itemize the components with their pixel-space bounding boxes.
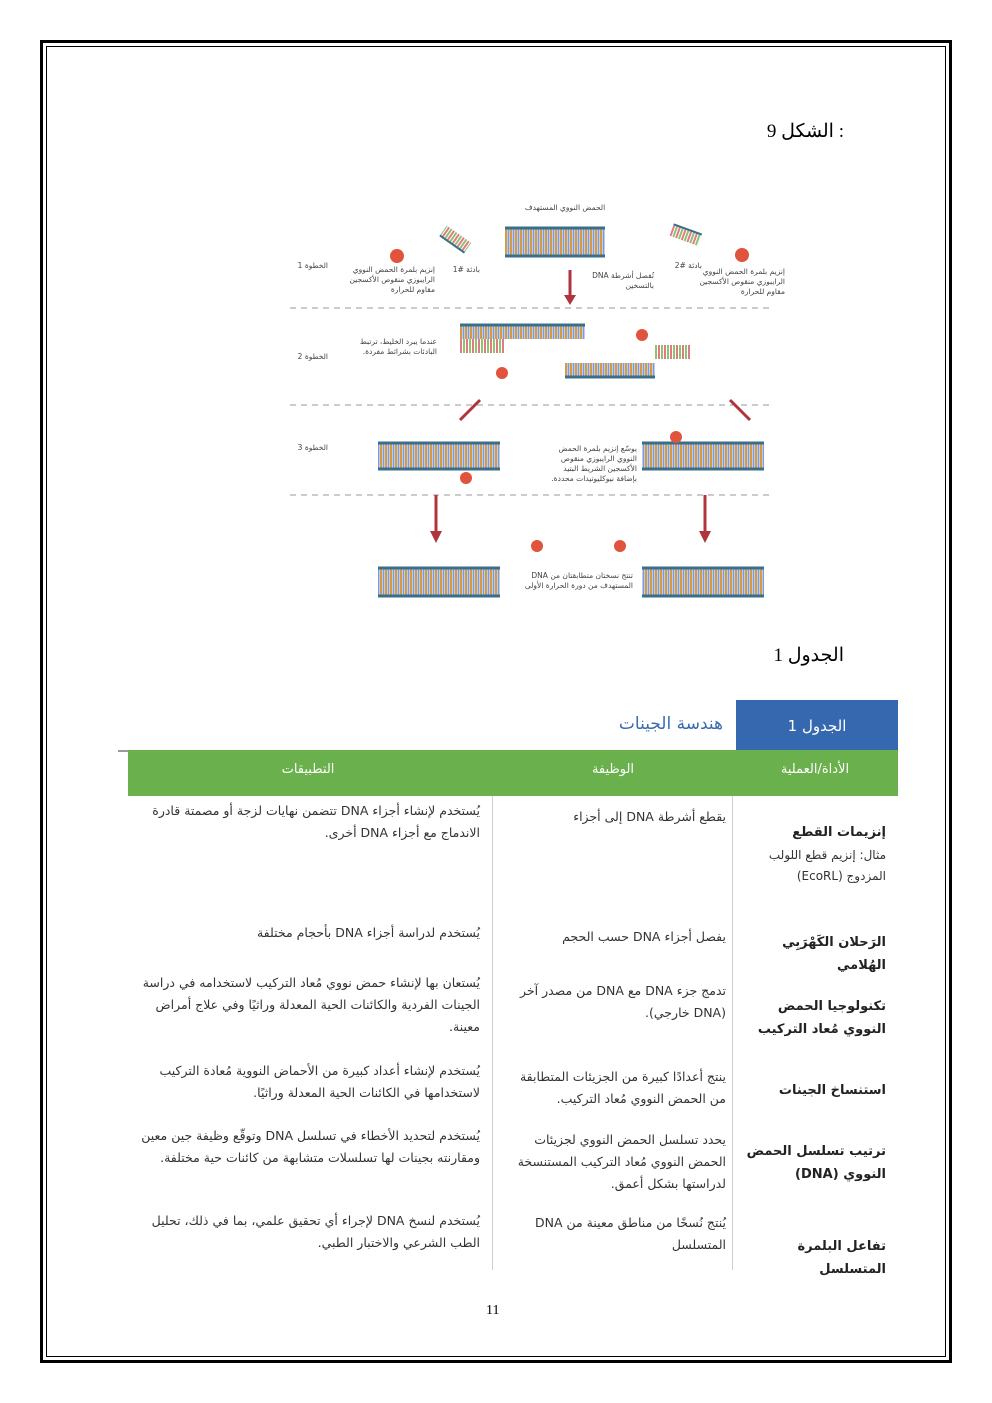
table-title: هندسة الجينات [618, 714, 723, 734]
primer-2-shape [670, 224, 702, 246]
step-2-label: الخطوة 2 [297, 352, 328, 361]
row-function: يحدد تسلسل الحمض النووي لجزيئات الحمض النووي مُعاد التركيب المستنسخة لدراستها بشكل أعمق. [517, 1132, 726, 1191]
table-row [128, 920, 898, 980]
table-row [128, 972, 898, 1052]
row-tool: تكنولوجيا الحمض النووي مُعاد التركيب [757, 999, 886, 1037]
gene-engineering-table [118, 700, 898, 1277]
separate-label: تُفصل أشرطة DNA بالتسخين [592, 271, 654, 291]
row-function: يُنتج نُسخًا من مناطق معينة من DNA المتسلسل [534, 1215, 726, 1252]
primer-1-shape [440, 226, 471, 253]
table-row [128, 1060, 898, 1120]
row-tool: استنساخ الجينات [778, 1083, 886, 1098]
row-function: تدمج جزء DNA مع DNA من مصدر آخر (DNA خارجي). [520, 983, 726, 1020]
row-function: ينتج أعدادًا كبيرة من الجزيئات المتطابقة من الحمض النووي مُعاد التركيب. [519, 1069, 726, 1106]
step-3-label: الخطوة 3 [297, 443, 328, 452]
table-heading: الجدول 1 [773, 645, 844, 666]
enzyme-left-label: إنزيم بلمرة الحمض النووي الرايبوزي منقوص الأكسجين مقاوم للحرارة [349, 265, 435, 295]
cooling-label: عندما يبرد الخليط، ترتبط البادئات بشرائط مفردة. [359, 337, 437, 357]
extend-label: يوسّع إنزيم بلمرة الحمض النووي الرايبوزي منقوص الأكسجين الشريط البتيد بإضافة نيوكليوتيدات محددة. [551, 444, 637, 484]
pcr-diagram [280, 195, 780, 605]
separated-strands-step2 [460, 325, 690, 377]
row-applications: يُستعان بها لإنشاء حمض نووي مُعاد التركيب لاستخدامه في دراسة الجينات الفردية والكائنات الحية المعدلة وراثيًا وفي علاج أمراض معينة. [142, 975, 480, 1034]
enzyme-ball-left [390, 249, 404, 263]
table-badge: الجدول 1 [736, 700, 898, 752]
header-function: الوظيفة [591, 762, 635, 777]
enzyme-right-label: إنزيم بلمرة الحمض النووي الرايبوزي منقوص الأكسجين مقاوم للحرارة [699, 267, 785, 297]
table-row [128, 1210, 898, 1277]
header-applications: التطبيقات [281, 762, 335, 777]
figure-heading: : الشكل 9 [766, 121, 844, 142]
table-row [128, 1125, 898, 1205]
row-applications: يُستخدم لإنشاء أجزاء DNA تتضمن نهايات لزجة أو مصمتة قادرة الاندماج مع أجزاء DNA أخرى. [152, 803, 480, 840]
result-label: تنتج نسختان متطابقتان من DNA المستهدف من دورة الحرارة الأولى [524, 571, 633, 591]
target-dna [505, 228, 605, 256]
row-tool: الرَحلان الكَهْرَبِي الهُلامي [782, 935, 886, 973]
header-tool: الأداة/العملية [780, 762, 850, 777]
row-applications: يُستخدم لنسخ DNA لإجراء أي تحقيق علمي، بما في ذلك، تحليل الطب الشرعي والاختبار الطبي. [151, 1213, 480, 1250]
row-applications: يُستخدم لدراسة أجزاء DNA بأحجام مختلفة [256, 925, 480, 940]
row-function: يفصل أجزاء DNA حسب الحجم [562, 929, 726, 944]
row-tool: إنزيمات القطع مثال: إنزيم قطع اللولب المزدوج (EcoRL) [768, 825, 886, 883]
primer-2-label: بادئة #2 [674, 261, 702, 270]
page-number: 11 [486, 1303, 500, 1318]
row-function: يقطع أشرطة DNA إلى أجزاء [573, 809, 726, 824]
enzyme-ball-right [735, 248, 749, 262]
row-tool: تفاعل البلمرة المتسلسل [797, 1239, 886, 1277]
table-row [128, 800, 898, 910]
pcr-figure [280, 195, 785, 605]
primer-1-label: بادئة #1 [452, 265, 480, 274]
row-applications: يُستخدم لتحديد الأخطاء في تسلسل DNA وتوقّع وظيفة جين معين ومقارنته بجينات لها تسلسلات متشابهة من كائنات حية مختلفة. [141, 1128, 480, 1165]
row-applications: يُستخدم لإنشاء أعداد كبيرة من الأحماض النووية مُعادة التركيب لاستخدامها في الكائنات الحية المعدلة وراثيًا. [159, 1063, 480, 1100]
row-tool: ترتيب تسلسل الحمض النووي (DNA) [746, 1144, 886, 1182]
figure-title: الحمض النووي المستهدف [524, 203, 606, 212]
step-1-label: الخطوة 1 [297, 261, 328, 270]
